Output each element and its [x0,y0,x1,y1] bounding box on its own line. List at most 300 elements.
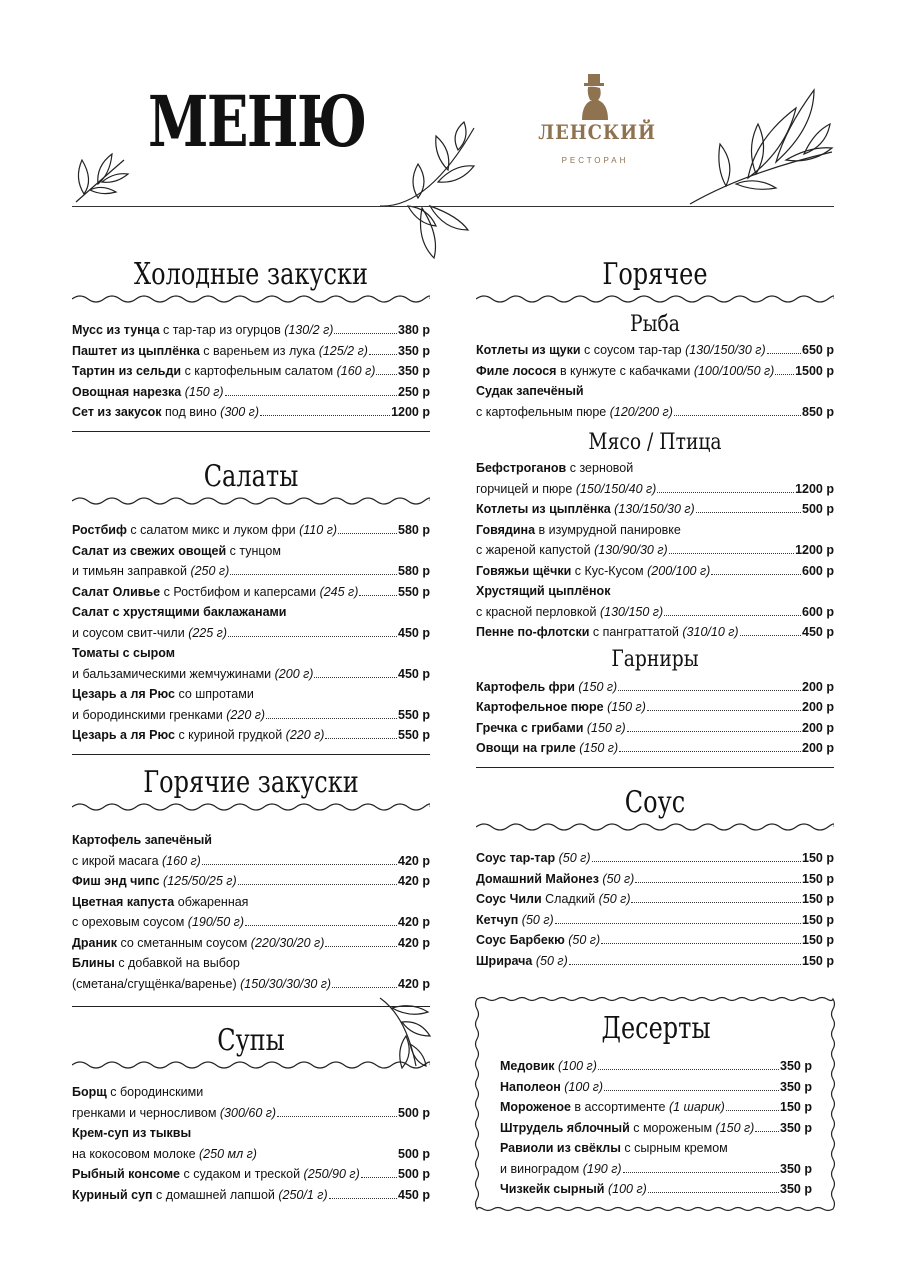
dot-leader [619,751,801,752]
item-description-cont: (сметана/сгущёнка/варенье) [72,976,241,991]
item-name: Бефстроганов [476,461,567,475]
dot-leader [238,884,397,885]
wavy-divider [72,800,430,814]
section-hot-snacks [72,766,430,1007]
item-description-cont: и бородинскими гренками [72,707,227,722]
item-price: 350 р [398,364,430,378]
item-name: Блины [72,956,115,970]
menu-item [72,541,430,582]
item-description: с тунцом [226,543,281,558]
dot-leader [726,1110,779,1111]
item-name: Овощи на гриле [476,741,576,755]
menu-item [476,951,834,972]
dot-leader [674,415,801,416]
item-price: 250 р [398,384,430,399]
section-desserts [500,1012,812,1200]
item-price: 550 р [398,707,430,722]
item-name: Кетчуп [476,912,519,927]
item-description-cont: с красной перловкой [476,604,600,619]
item-weight: (150/30/30/30 г) [240,976,332,991]
menu-item [72,725,430,746]
item-weight: (160 г) [336,364,376,378]
item-weight: (150 г) [586,720,626,735]
item-weight: (50 г) [598,892,631,906]
item-description: с зерновой [566,461,634,475]
menu-item [72,1164,430,1185]
wavy-divider [476,292,834,306]
menu-item [476,930,834,951]
item-weight: (220 г) [226,707,266,722]
subsection-title-meat: Мясо / Птица [588,430,722,455]
menu-item [476,848,834,869]
item-description: Сладкий [541,892,599,906]
item-weight: (150 г) [184,384,224,399]
item-weight: (130/90/30 г) [594,543,668,557]
item-description: с судаком и треской [180,1167,304,1181]
item-name: Цезарь а ля Рюс [72,728,175,742]
item-weight: (150 г) [715,1120,755,1135]
item-name: Ростбиф [72,523,127,537]
section-sauce [476,786,834,971]
menu-item [72,871,430,892]
item-price: 420 р [398,874,430,888]
subsection-title-sides: Гарниры [611,646,699,672]
item-name: Шрирача [476,953,533,968]
item-name: Цезарь а ля Рюс [72,687,175,701]
menu-item [72,520,430,541]
item-price: 420 р [398,976,430,991]
item-price: 350 р [780,1079,812,1094]
dot-leader [623,1172,779,1173]
dot-leader [266,718,397,719]
item-price: 550 р [398,728,430,742]
item-description-cont: с ореховым соусом [72,915,188,929]
item-name: Фиш энд чипс [72,874,160,888]
dot-leader [325,738,397,739]
item-weight: (250/90 г) [303,1167,360,1181]
item-name: Соус Барбекю [476,933,565,947]
dot-leader [711,574,801,575]
item-description: в кунжуте с кабачками [556,363,694,378]
item-description: с вареньем из лука [199,343,319,358]
item-weight: (150 г) [578,679,618,694]
menu-item [476,381,834,422]
dot-leader [569,964,801,965]
menu-item [476,520,834,561]
menu-item [72,933,430,954]
menu-item [72,1123,430,1164]
section-title: Горячие закуски [143,765,359,800]
item-description: со шпротами [174,687,254,701]
item-price: 1200 р [391,405,430,419]
item-description-cont: и тимьян заправкой [72,564,191,578]
dot-leader [635,882,801,883]
subsection-title-fish: Рыба [630,312,680,337]
item-price: 600 р [802,604,834,619]
dot-leader [669,553,794,554]
item-description: с картофельным салатом [181,364,337,378]
item-weight: (200 г) [274,666,314,681]
section-divider [476,767,834,768]
item-price: 850 р [802,404,834,419]
section-title: Десерты [601,1011,711,1046]
item-name: Наполеон [500,1079,561,1094]
item-price: 600 р [802,563,834,578]
leaf-sprig-icon [72,150,132,205]
section-divider [72,431,430,432]
wavy-divider [72,494,430,508]
item-weight: (50 г) [558,851,591,865]
item-price: 200 р [802,700,834,714]
section-title: Соус [624,785,686,820]
item-price: 150 р [802,933,834,947]
item-name: Хрустящий цыплёнок [476,584,611,598]
dot-leader [592,861,802,862]
wavy-divider [72,1058,430,1072]
item-price: 580 р [398,564,430,578]
item-name: Паштет из цыплёнка [72,343,200,358]
item-price: 380 р [398,323,430,337]
item-price: 200 р [802,720,834,735]
menu-item [500,1118,812,1139]
item-description: с мороженым [629,1120,716,1135]
item-description: в изумрудной панировке [535,522,681,537]
item-price: 500 р [398,1167,430,1181]
menu-item [72,602,430,643]
item-name: Равиоли из свёклы [500,1141,621,1155]
item-weight: (125/50/25 г) [163,874,237,888]
item-price: 420 р [398,853,430,868]
section-hot [476,258,834,768]
item-name: Котлеты из цыплёнка [476,502,611,516]
dot-leader [260,415,390,416]
item-name: Сет из закусок [72,405,162,419]
dot-leader [359,595,397,596]
item-price: 200 р [802,741,834,755]
item-price: 420 р [398,935,430,950]
item-name: Гречка с грибами [476,720,584,735]
menu-item [476,889,834,910]
item-description: с Ростбифом и каперсами [160,584,320,599]
item-price: 150 р [802,953,834,968]
menu-item [476,738,834,759]
menu-item [72,341,430,362]
menu-item [476,361,834,382]
menu-item [72,582,430,603]
item-description: с сырным кремом [620,1141,728,1155]
item-description: с тар-тар из огурцов [159,323,285,337]
item-weight: (245 г) [319,584,359,599]
item-description: с добавкой на выбор [114,956,240,970]
menu-item [72,643,430,684]
dot-leader [631,902,801,903]
item-price: 550 р [398,584,430,599]
item-weight: (225 г) [188,625,228,640]
item-weight: (130/150 г) [599,604,664,619]
menu-item [72,830,430,871]
item-name: Драник [72,935,117,950]
dot-leader [647,710,801,711]
item-name: Рыбный консоме [72,1167,181,1181]
menu-item [476,561,834,582]
dot-leader [618,690,801,691]
menu-item [476,340,834,361]
item-name: Домашний Майонез [476,871,599,886]
item-name: Цветная капуста [72,894,175,909]
item-name: Соус Чили [476,892,542,906]
menu-item [476,869,834,890]
item-description-cont: горчицей и пюре [476,481,576,496]
item-price: 150 р [780,1100,812,1114]
menu-item [500,1179,812,1200]
branch-right-icon [686,88,836,208]
item-weight: (100 г) [564,1079,604,1094]
dot-leader [740,635,801,636]
item-name: Штрудель яблочный [500,1120,630,1135]
item-weight: (120/200 г) [609,404,673,419]
menu-item [476,910,834,931]
item-price: 150 р [802,851,834,865]
item-price: 350 р [780,1120,812,1135]
menu-item [476,458,834,499]
item-weight: (200/100 г) [647,563,711,578]
item-description-cont: гренками и черносливом [72,1105,220,1120]
item-description: в ассортименте [570,1100,669,1114]
item-weight: (50 г) [602,871,635,886]
dot-leader [604,1090,779,1091]
section-soups [72,1024,430,1205]
wavy-divider [72,292,430,306]
branch-icon [378,120,478,260]
item-weight: (250 г) [190,564,230,578]
logo-name: ЛЕНСКИЙ [538,120,656,144]
item-name: Чизкейк сырный [500,1182,605,1196]
item-name: Борщ [72,1085,107,1099]
item-price: 350 р [398,343,430,358]
wavy-divider [476,820,834,834]
menu-item [476,677,834,698]
dot-leader [755,1131,779,1132]
menu-item [500,1138,812,1179]
item-name: Томаты с сыром [72,646,176,660]
dot-leader [648,1192,779,1193]
dot-leader [696,512,801,513]
item-description: со сметанным соусом [116,935,251,950]
menu-item [500,1077,812,1098]
header-divider [72,206,834,207]
menu-item [476,718,834,739]
dot-leader [338,533,397,534]
item-weight: (160 г) [162,853,201,868]
item-price: 450 р [398,625,430,640]
item-weight: (220/30/20 г) [250,935,325,950]
item-name: Салат с хрустящими баклажанами [72,605,287,619]
menu-item [476,622,834,643]
item-name: Медовик [500,1059,555,1073]
menu-item [476,697,834,718]
dot-leader [245,925,397,926]
item-price: 350 р [780,1161,812,1176]
item-price: 150 р [802,912,834,927]
item-weight: (250 мл г) [199,1146,257,1161]
menu-item [72,382,430,403]
section-cold-snacks [72,258,430,432]
item-name: Соус тар-тар [476,851,556,865]
menu-item [476,499,834,520]
section-title: Супы [217,1023,285,1058]
dot-leader [664,615,801,616]
item-price: 1200 р [795,481,834,496]
dot-leader [329,1198,397,1199]
item-weight: (310/10 г) [682,625,739,639]
item-weight: (50 г) [568,933,601,947]
dot-leader [228,636,397,637]
item-price: 150 р [802,871,834,886]
item-description: с бородинскими [106,1085,204,1099]
item-price: 500 р [398,1146,430,1161]
item-name: Филе лосося [476,363,557,378]
item-description: с соусом тар-тар [580,343,686,357]
menu-title: МЕНЮ [148,80,366,163]
menu-item [72,361,430,382]
item-weight: (110 г) [299,523,338,537]
dot-leader [376,374,397,375]
item-price: 350 р [780,1059,812,1073]
item-name: Судак запечёный [476,384,584,398]
dot-leader [598,1069,779,1070]
item-weight: (1 шарик) [668,1100,725,1114]
menu-item [500,1097,812,1118]
item-name: Салат из свежих овощей [72,543,227,558]
item-description: с панграттатой [589,625,683,639]
item-weight: (130/150/30 г) [685,343,766,357]
dot-leader [627,731,801,732]
item-price: 580 р [398,523,430,537]
dot-leader [332,987,397,988]
item-description-cont: с икрой масага [72,853,162,868]
item-name: Мороженое [500,1100,571,1114]
item-description: под вино [161,405,221,419]
item-price: 650 р [802,343,834,357]
item-name: Котлеты из щуки [476,343,581,357]
logo-subtitle: РЕСТОРАН [561,156,629,165]
item-weight: (50 г) [535,953,568,968]
item-price: 420 р [398,915,430,929]
menu-item [72,892,430,933]
menu-item [476,581,834,622]
item-name: Говядина [476,522,536,537]
section-title: Холодные закуски [134,257,368,292]
item-description: с домашней лапшой [152,1187,279,1202]
item-price: 150 р [802,892,834,906]
item-description-cont: и соусом свит-чили [72,625,189,640]
section-title: Горячее [602,257,708,292]
item-price: 500 р [398,1105,430,1120]
section-divider [72,754,430,755]
menu-item [72,402,430,423]
dot-leader [225,395,398,396]
item-price: 350 р [780,1182,812,1196]
item-weight: (50 г) [521,912,554,927]
item-weight: (130/2 г) [284,323,334,337]
dot-leader [334,333,397,334]
item-weight: (125/2 г) [318,343,368,358]
item-weight: (150 г) [607,700,646,714]
item-description-cont: и виноградом [500,1161,583,1176]
item-weight: (100 г) [558,1059,597,1073]
item-price: 1200 р [795,543,834,557]
item-name: Тартин из сельди [72,364,182,378]
item-description: с салатом микс и луком фри [126,523,300,537]
item-weight: (250/1 г) [278,1187,328,1202]
item-price: 450 р [398,666,430,681]
section-salads [72,460,430,755]
section-title: Салаты [203,459,299,494]
item-name: Салат Оливье [72,584,161,599]
item-description-cont: с жареной капустой [476,543,595,557]
menu-item [72,953,430,994]
menu-item [500,1056,812,1077]
item-name: Картофель запечёный [72,833,212,847]
menu-item [72,684,430,725]
dot-leader [314,677,397,678]
item-name: Овощная нарезка [72,384,182,399]
item-description: обжаренная [174,894,249,909]
menu-item [72,1185,430,1206]
item-weight: (300 г) [220,405,259,419]
item-description-cont: на кокосовом молоке [72,1146,200,1161]
item-description: с куриной грудкой [174,728,286,742]
dot-leader [277,1116,397,1117]
dot-leader [361,1177,397,1178]
dot-leader [601,943,801,944]
dot-leader [767,353,801,354]
item-description-cont: с картофельным пюре [476,404,610,419]
dot-leader [369,354,397,355]
item-name: Мусс из тунца [72,323,160,337]
item-weight: (150 г) [579,741,619,755]
menu-item [72,320,430,341]
menu-item [72,1082,430,1123]
item-price: 500 р [802,502,834,516]
item-name: Картофель фри [476,679,575,694]
item-price: 450 р [398,1187,430,1202]
item-description: с Кус-Кусом [571,563,648,578]
item-weight: (190/50 г) [187,915,244,929]
item-name: Картофельное пюре [476,700,604,714]
item-description-cont: и бальзамическими жемчужинами [72,666,275,681]
dot-leader [230,574,397,575]
item-weight: (130/150/30 г) [614,502,695,516]
dot-leader [325,946,397,947]
item-price: 450 р [802,625,834,639]
item-name: Говяжьи щёчки [476,563,572,578]
item-name: Куриный суп [72,1187,153,1202]
dot-leader [657,492,794,493]
item-weight: (300/60 г) [219,1105,277,1120]
item-weight: (190 г) [582,1161,622,1176]
item-price: 1500 р [795,363,834,378]
item-weight: (100 г) [607,1182,647,1196]
item-name: Крем-суп из тыквы [72,1126,192,1140]
dot-leader [775,374,794,375]
dot-leader [555,923,801,924]
logo-figure-icon [578,72,612,120]
item-weight: (100/100/50 г) [693,363,775,378]
dot-leader [202,864,397,865]
item-weight: (220 г) [285,728,325,742]
item-name: Пенне по-флотски [476,625,590,639]
